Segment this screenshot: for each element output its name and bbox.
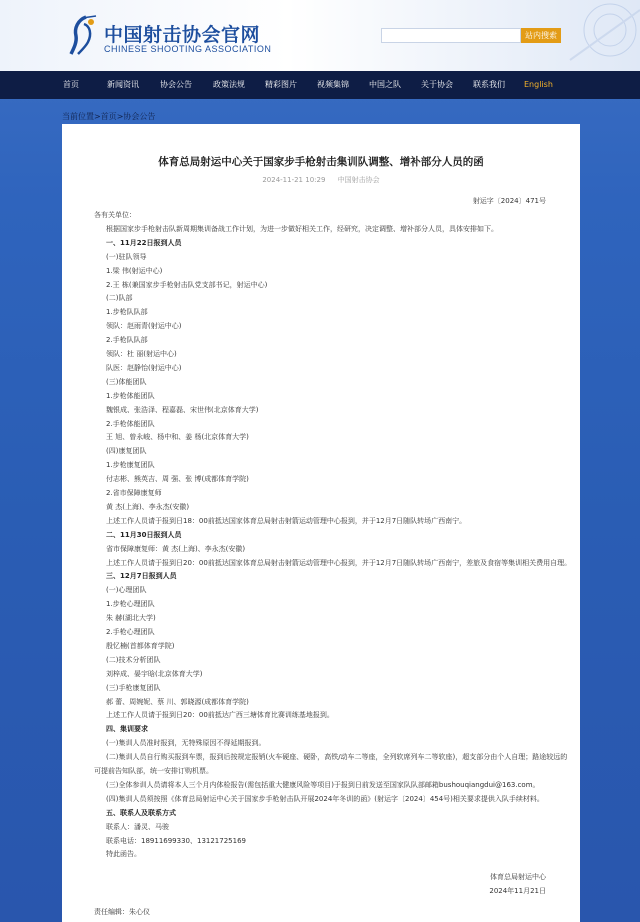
site-logo-title[interactable]: 中国射击协会官网: [104, 24, 261, 46]
nav-item-3[interactable]: 政策法规: [213, 80, 245, 89]
article-date: 2024-11-21 10:29: [262, 176, 326, 184]
body-line: 魏银成、张浩泽、程嘉磊、宋世伟(北京体育大学): [106, 405, 259, 414]
nav-item-0[interactable]: 首页: [63, 80, 79, 89]
body-line: 1.步枪心理团队: [106, 600, 155, 609]
body-line: 朱 赫(湖北大学): [106, 614, 156, 623]
nav-item-6[interactable]: 中国之队: [369, 80, 401, 89]
signature-org: 体育总局射运中心: [490, 873, 546, 882]
search-input[interactable]: [381, 28, 521, 43]
nav-item-7[interactable]: 关于协会: [421, 80, 453, 89]
site-logo-subtitle: CHINESE SHOOTING ASSOCIATION: [104, 44, 272, 54]
body-line: 1.步枪队队部: [106, 308, 148, 317]
body-line: (二)集训人员自行购买报到车票，报到后按规定报销(火车硬座、硬卧，高铁/动车二等座，全列软席列车二等软座)，超支部分由个人自理；路途较远的: [106, 753, 568, 762]
body-line: 2.手枪体能团队: [106, 419, 155, 428]
document-number: 射运字〔2024〕471号: [472, 197, 546, 205]
body-line: (一)集训人员准时报到，无特殊原因不得延期报到。: [106, 739, 266, 748]
article-meta: [62, 175, 580, 185]
body-line: 1.步枪康复团队: [106, 461, 155, 470]
body-line: 根据国家步手枪射击队新周期集训备战工作计划，为进一步做好相关工作，经研究，决定调整、增补部分人员，具体安排如下。: [106, 224, 498, 233]
body-line: 特此函告。: [106, 850, 141, 859]
shooter-logo-icon[interactable]: [68, 14, 98, 56]
body-line: 王 旭、曾永峻、杨中和、姜 杨(北京体育大学): [106, 433, 249, 442]
body-line: (三)全体参训人员请将本人三个月内体检报告(需包括重大健康风险等项目)于报到日前发送至国家队队部邮箱bushouqiangdui@163.com。: [106, 780, 540, 789]
nav-item-9[interactable]: English: [524, 80, 553, 89]
body-line: 上述工作人员请于报到日20：00前抵达广西三塘体育比赛训练基地报到。: [106, 711, 334, 720]
main-nav: [0, 71, 640, 99]
body-line: 1.梁 伟(射运中心): [106, 266, 163, 275]
nav-item-1[interactable]: 新闻资讯: [107, 80, 139, 89]
body-line: 2.手枪队队部: [106, 336, 148, 345]
body-line: 1.步枪体能团队: [106, 391, 155, 400]
search-button[interactable]: 站内搜索: [521, 28, 561, 43]
section-heading: 二、11月30日报到人员: [106, 530, 182, 539]
section-heading: 一、11月22日报到人员: [106, 238, 182, 247]
section-heading: 四、集训要求: [106, 725, 148, 734]
body-line: 联系电话：18911699330、13121725169: [106, 836, 246, 845]
header-decoration-icon: [550, 0, 640, 71]
body-line: 付志彬、熊英吉、周 强、张 博(成都体育学院): [106, 475, 249, 484]
body-line: 2.省市保障康复师: [106, 489, 162, 497]
article-title: 体育总局射运中心关于国家步手枪射击集训队调整、增补部分人员的函: [158, 156, 484, 168]
body-line: (四)康复团队: [106, 447, 147, 456]
body-line: 上述工作人员请于报到日20：00前抵达国家体育总局射击射箭运动管理中心报到，并于12月7日随队转场广西南宁，差旅及食宿等集训相关费用自理。: [106, 558, 572, 567]
body-line: (三)手枪康复团队: [106, 683, 161, 692]
site-header: [0, 0, 640, 71]
body-line: 郝 蕾、周婉妮、蔡 川、郭晓源(成都体育学院): [106, 697, 249, 706]
body-line: 联系人：潘灵、马骏: [106, 822, 169, 831]
body-line: 队医：赵静怡(射运中心): [106, 363, 182, 372]
body-line: (一)驻队领导: [106, 252, 147, 261]
article-source: 中国射击协会: [337, 176, 380, 184]
editor-line: 责任编辑：朱心仪: [94, 908, 150, 917]
body-line: 可提前告知队部，统一安排订购机票。: [94, 767, 213, 775]
body-line: 殷忆楠(首都体育学院): [106, 641, 175, 650]
body-line: 省市保障康复师：黄 杰(上海)、李永杰(安徽): [106, 544, 246, 553]
breadcrumb[interactable]: 当前位置>首页>协会公告: [62, 112, 156, 121]
signature-date: 2024年11月21日: [489, 887, 546, 896]
body-line: 各有关单位：: [94, 211, 136, 219]
body-line: (三)体能团队: [106, 377, 147, 386]
section-heading: 三、12月7日报到人员: [106, 572, 177, 581]
body-line: 上述工作人员请于报到日18：00前抵达国家体育总局射击射箭运动管理中心报到，并于12月7日随队转场广西南宁。: [106, 516, 467, 525]
nav-item-2[interactable]: 协会公告: [160, 80, 192, 89]
body-line: (四)集训人员须按照《体育总局射运中心关于国家步手枪射击队开展2024年冬训的函》(射运字〔2024〕454号)相关要求提供入队手续材料。: [106, 794, 544, 803]
nav-item-5[interactable]: 视频集锦: [317, 80, 349, 89]
body-line: 刘梓成、晏宇晗(北京体育大学): [106, 669, 203, 678]
body-line: (一)心理团队: [106, 586, 147, 595]
body-line: 2.手枪心理团队: [106, 628, 155, 636]
body-line: 2.王 栋(兼国家步手枪射击队党支部书记，射运中心): [106, 280, 268, 289]
section-heading: 五、联系人及联系方式: [106, 808, 176, 817]
body-line: 领队：杜 丽(射运中心): [106, 350, 177, 358]
article-card: [62, 124, 580, 922]
body-line: (二)技术分析团队: [106, 655, 161, 664]
body-line: 领队：赵雨青(射运中心): [106, 322, 182, 331]
nav-item-4[interactable]: 精彩图片: [265, 80, 297, 89]
body-line: 黄 杰(上海)、李永杰(安徽): [106, 502, 190, 511]
nav-item-8[interactable]: 联系我们: [473, 80, 505, 89]
body-line: (二)队部: [106, 294, 133, 303]
